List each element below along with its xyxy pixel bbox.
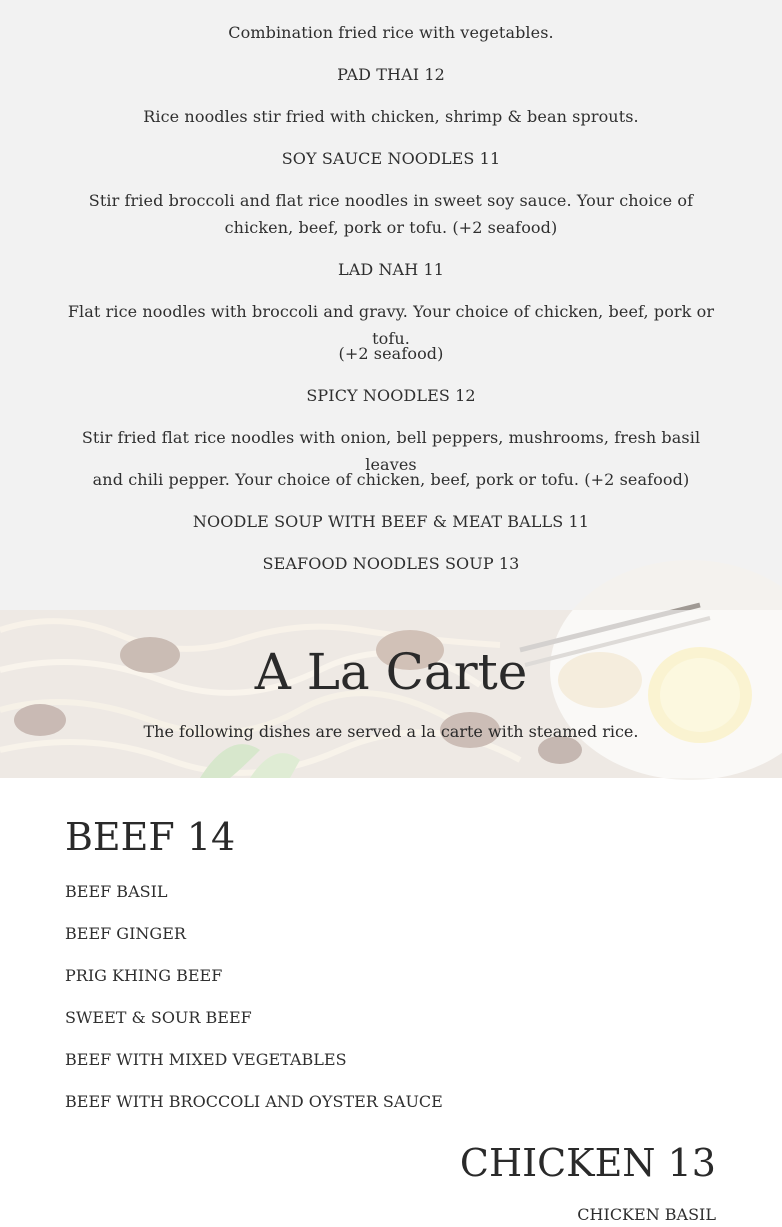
- menu-item-description: Flat rice noodles with broccoli and gravy. Your choice of chicken, beef, pork or tofu.: [67, 302, 715, 348]
- beef-item: BEEF GINGER: [65, 924, 186, 943]
- chicken-heading: CHICKEN 13: [459, 1141, 716, 1185]
- beef-heading: BEEF 14: [65, 815, 236, 859]
- menu-item-title: PAD THAI 12: [337, 65, 445, 84]
- noodles-section: [0, 0, 782, 610]
- beef-item: BEEF WITH MIXED VEGETABLES: [65, 1050, 347, 1069]
- menu-item-description: and chili pepper. Your choice of chicken, beef, pork or tofu. (+2 seafood): [92, 470, 690, 489]
- beef-item: BEEF BASIL: [65, 882, 168, 901]
- menu-item-description: Stir fried flat rice noodles with onion, bell peppers, mushrooms, fresh basil leaves: [81, 428, 701, 474]
- menu-item-title: SPICY NOODLES 12: [306, 386, 476, 405]
- menu-item-description: Stir fried broccoli and flat rice noodles in sweet soy sauce. Your choice of chicken, beef, pork or tofu. (+2 seafood): [88, 191, 694, 237]
- page-title: A La Carte: [254, 643, 528, 701]
- menu-item-title: LAD NAH 11: [337, 260, 445, 279]
- banner-subtitle: The following dishes are served a la carte with steamed rice.: [143, 722, 639, 741]
- menu-item-description: (+2 seafood): [338, 344, 444, 363]
- menu-item-title: NOODLE SOUP WITH BEEF & MEAT BALLS 11: [192, 512, 590, 531]
- beef-item: SWEET & SOUR BEEF: [65, 1008, 252, 1027]
- beef-item: PRIG KHING BEEF: [65, 966, 223, 985]
- menu-item-title: SOY SAUCE NOODLES 11: [281, 149, 501, 168]
- a-la-carte-banner: [0, 610, 782, 778]
- menu-item-title: SEAFOOD NOODLES SOUP 13: [262, 554, 520, 573]
- chicken-item: CHICKEN BASIL: [577, 1205, 716, 1224]
- menu-item-description: Rice noodles stir fried with chicken, shrimp & bean sprouts.: [143, 107, 639, 126]
- beef-item: BEEF WITH BROCCOLI AND OYSTER SAUCE: [65, 1092, 443, 1111]
- menu-item-description: Combination fried rice with vegetables.: [228, 23, 554, 42]
